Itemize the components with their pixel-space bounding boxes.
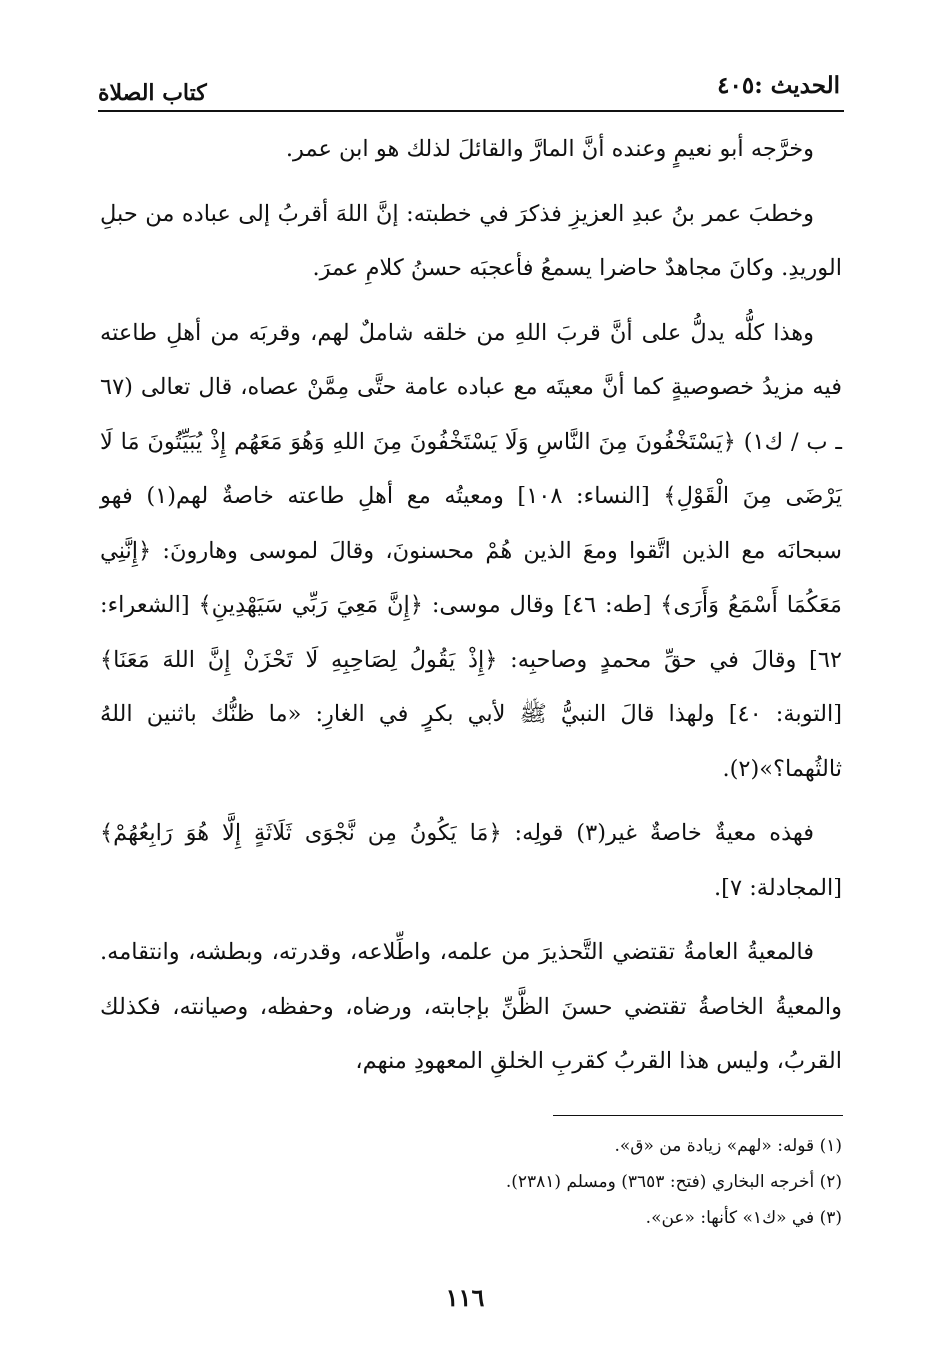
footnote: (٣) في «ك١» كأنها: «عن». [645,1208,842,1228]
footnote-rule [553,1115,843,1116]
paragraph: وخرَّجه أبو نعيمٍ وعنده أنَّ المارَّ والقائلَ لذلك هو ابن عمر. [285,136,814,162]
page-number: ١١٦ [445,1283,485,1312]
paragraph: وخطبَ عمر بنُ عبدِ العزيزِ فذكرَ في خطبته: إنَّ اللهَ أقربُ إلى عباده من حبلِ الوريدِ. وكانَ مجاهدٌ حاضرا يسمعُ فأعجبَه حسنُ كلامِ عمرَ. [100,200,842,281]
paragraph: فالمعيةُ العامةُ تقتضي التَّحذيرَ من علمه، واطِّلاعه، وقدرته، وبطشه، وانتقامه. والمعيةُ الخاصةُ تقتضي حسنَ الظَّنِّ بإجابته، ورضاه، وحفظه، وصيانته، فكذلك القربُ، وليس هذا القربُ كقربِ الخلقِ المعهودِ منهم، [100,939,842,1074]
footnotes [100,1128,842,1236]
header-rule [98,110,844,112]
main-text [100,122,842,1089]
footnote: (٢) أخرجه البخاري (فتح: ٣٦٥٣) ومسلم (٢٣٨١). [505,1172,842,1192]
book-title: كتاب الصلاة [98,80,207,106]
footnote: (١) قوله: «لهم» زيادة من «ق». [614,1136,842,1156]
paragraph: وهذا كلُّه يدلُّ على أنَّ قربَ اللهِ من خلقه شاملٌ لهم، وقربَه من أهلِ طاعته فيه مزيدُ خصوصيةٍ كما أنَّ معيتَه مع عباده عامة حتَّى مِمَّنْ عصاه، قال تعالى (٦٧ ـ ب / ك١) ﴿يَسْتَخْفُونَ مِنَ النَّاسِ وَلَا يَسْتَخْفُونَ مِنَ اللهِ وَهُوَ مَعَهُم إِذْ يُبَيِّتُونَ مَا لَا يَرْضَى مِنَ الْقَوْلِ﴾ [النساء: ١٠٨] ومعيتُه مع أهلِ طاعته خاصةٌ لهم(١) فهو سبحانَه مع الذين اتَّقوا ومعَ الذين هُمْ محسنونَ، وقالَ لموسى وهارونَ: ﴿إِنَّنِي مَعَكُمَا أَسْمَعُ وَأَرَى﴾ [طه: ٤٦] وقال موسى: ﴿إِنَّ مَعِيَ رَبِّي سَيَهْدِينِ﴾ [الشعراء: ٦٢] وقالَ في حقِّ محمدٍ وصاحبِه: ﴿إِذْ يَقُولُ لِصَاحِبِهِ لَا تَحْزَنْ إِنَّ اللهَ مَعَنَا﴾ [التوبة: ٤٠] ولهذا قالَ النبيُّ ﷺ لأبي بكرٍ في الغارِ: «ما ظنُّك باثنين اللهُ ثالثُهما؟»(٢). [100,319,842,782]
paragraph: فهذه معيةٌ خاصةٌ غير(٣) قولِه: ﴿مَا يَكُونُ مِن نَّجْوَى ثَلَاثَةٍ إِلَّا هُوَ رَابِعُهُمْ﴾ [المجادلة: ٧]. [100,820,842,901]
hadith-reference: الحديث :٤٠٥ [717,72,840,99]
running-header [98,66,840,106]
